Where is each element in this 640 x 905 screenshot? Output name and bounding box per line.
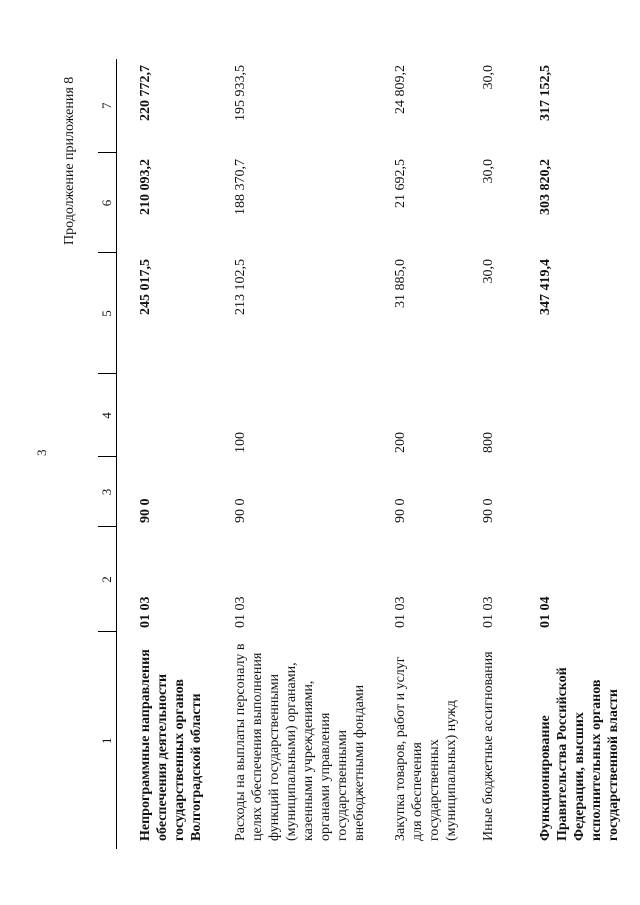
target-code — [517, 457, 627, 527]
continuation-title: Продолжение приложения 8 — [62, 76, 77, 245]
value-col7: 30,0 — [480, 65, 496, 90]
section-code: 01 03 — [392, 596, 408, 628]
value-col5: 30,0 — [480, 259, 496, 284]
target-code: 90 0 — [480, 498, 496, 523]
budget-table — [98, 59, 627, 849]
value-col7: 317 152,5 — [537, 65, 553, 121]
table-row — [517, 59, 627, 849]
header-cell: 5 — [98, 253, 117, 374]
value-col6: 21 692,5 — [392, 159, 408, 208]
row-name: Иные бюджетные ассигнования — [480, 651, 496, 841]
value-col5: 31 885,0 — [392, 259, 408, 308]
table-row — [460, 59, 517, 849]
value-col5: 213 102,5 — [232, 259, 248, 315]
header-cell: 6 — [98, 153, 117, 253]
value-col5: 245 017,5 — [138, 259, 153, 315]
expense-type: 100 — [232, 432, 248, 453]
row-name: Расходы на выплаты персоналу в целях обеспечения выполнения функций государственными (муниципальными) органами, казенными учреждениями, органами управления государственными внебюджетными фондами — [232, 643, 367, 841]
row-name: Непрограммные направления обеспечения деятельности государственных органов Волгоградской области — [138, 649, 204, 841]
value-col6: 210 093,2 — [138, 159, 153, 215]
value-col7: 195 933,5 — [232, 65, 248, 121]
value-col6: 188 370,7 — [232, 159, 248, 215]
header-row — [98, 59, 117, 849]
header-cell: 1 — [98, 632, 117, 849]
value-col6: 30,0 — [480, 159, 496, 184]
section-code: 01 03 — [138, 596, 153, 628]
target-code: 90 0 — [232, 498, 248, 523]
section-code: 01 04 — [537, 596, 553, 628]
section-code: 01 03 — [480, 596, 496, 628]
table-row — [117, 59, 212, 849]
table-row — [372, 59, 460, 849]
value-col6: 303 820,2 — [537, 159, 553, 215]
header-cell: 2 — [98, 527, 117, 632]
header-cell: 4 — [98, 374, 117, 457]
target-code: 90 0 — [392, 498, 408, 523]
section-code: 01 03 — [232, 596, 248, 628]
expense-type: 200 — [392, 432, 408, 453]
header-cell: 3 — [98, 457, 117, 527]
expense-type: 800 — [480, 432, 496, 453]
row-name: Закупка товаров, работ и услуг для обеспечения государственных (муниципальных) нужд — [392, 656, 459, 841]
target-code: 90 0 — [138, 498, 153, 523]
expense-type — [517, 374, 627, 457]
header-cell: 7 — [98, 59, 117, 153]
value-col5: 347 419,4 — [537, 259, 553, 315]
value-col7: 220 772,7 — [138, 65, 153, 121]
value-col7: 24 809,2 — [392, 65, 408, 114]
page-number: 3 — [34, 449, 49, 456]
expense-type — [117, 374, 212, 457]
table-row — [212, 59, 372, 849]
row-name: Функционирование Правительства Российской Федерации, высших исполнительных органов государственной власти — [537, 667, 621, 841]
